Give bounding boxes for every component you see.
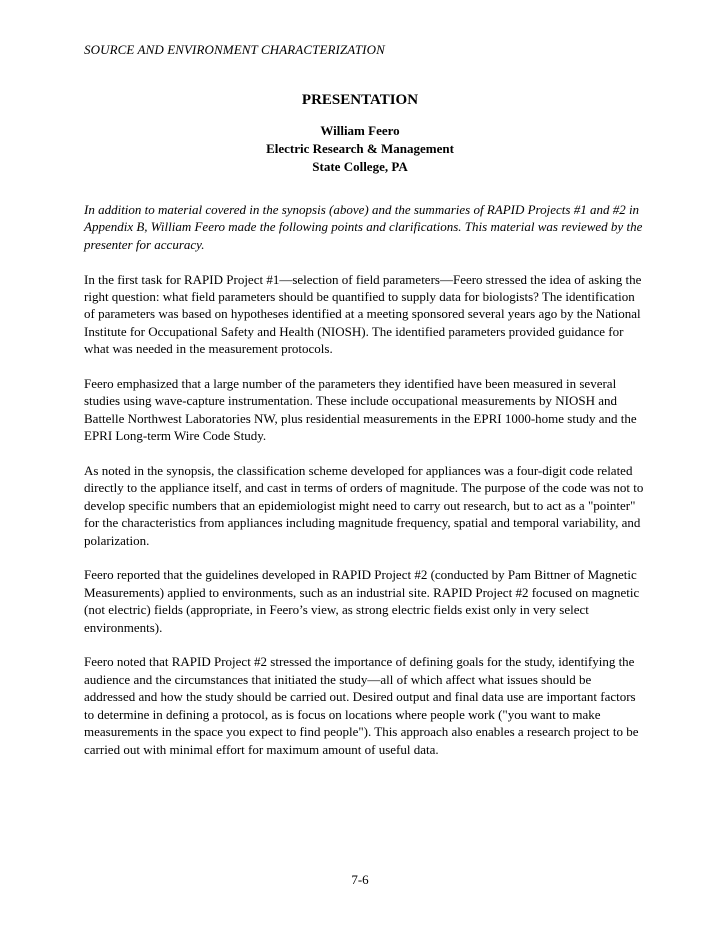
- title-block: [0, 91, 720, 176]
- paragraph: In the first task for RAPID Project #1—selection of field parameters—Feero stressed the idea of asking the right question: what field parameters should be quantified to supply data for biologists? The identification of parameters was based on hypotheses identified at a meeting sponsored several years ago by the National Institute for Occupational Safety and Health (NIOSH). The identified parameters provided guidance for what was needed in the measurement protocols.: [84, 271, 642, 357]
- paragraph: Feero emphasized that a large number of the parameters they identified have been measured in several studies using wave-capture instrumentation. These include occupational measurements by NIOSH and Battelle Northwest Laboratories NW, plus residential measurements in the EPRI 1000-home study and the EPRI Long-term Wire Code Study.: [84, 376, 637, 444]
- paragraph: As noted in the synopsis, the classification scheme developed for appliances was a four-digit code related directly to the appliance itself, and cast in terms of orders of magnitude. The purpose of the code was not to develop specific numbers that an epidemiologist might need to carry out research, but to act as a "pointer" for the characteristics from appliances including magnitude frequency, spatial and temporal variability, and polarization.: [84, 463, 644, 548]
- running-header: SOURCE AND ENVIRONMENT CHARACTERIZATION: [84, 42, 385, 57]
- page-number: 7-6: [351, 872, 369, 887]
- paragraph: Feero noted that RAPID Project #2 stressed the importance of defining goals for the study, identifying the audience and the circumstances that initiated the study—all of which affect what issues should be addressed and how the study should be carried out. Desired output and final data use are important factors to determine in defining a protocol, as is focus on locations where people work ("you want to make measurements in the space you expect to find people"). This approach also enables a research project to be carried out with minimal effort for maximum amount of useful data.: [84, 654, 639, 757]
- author-location: State College, PA: [312, 159, 408, 174]
- page-title: PRESENTATION: [301, 92, 419, 108]
- intro-paragraph: In addition to material covered in the synopsis (above) and the summaries of RAPID Projects #1 and #2 in Appendix B, William Feero made the following points and clarifications. This material was reviewed by the presenter for accuracy.: [84, 202, 643, 252]
- paragraph: Feero reported that the guidelines developed in RAPID Project #2 (conducted by Pam Bittner of Magnetic Measurements) applied to environments, such as an industrial site. RAPID Project #2 focused on magnetic (not electric) fields (appropriate, in Feero’s view, as strong electric fields exist only in very select environments).: [84, 567, 640, 635]
- author-organization: Electric Research & Management: [266, 141, 454, 156]
- author-name: William Feero: [320, 123, 400, 138]
- body-text: [84, 201, 644, 775]
- author-block: [0, 122, 720, 176]
